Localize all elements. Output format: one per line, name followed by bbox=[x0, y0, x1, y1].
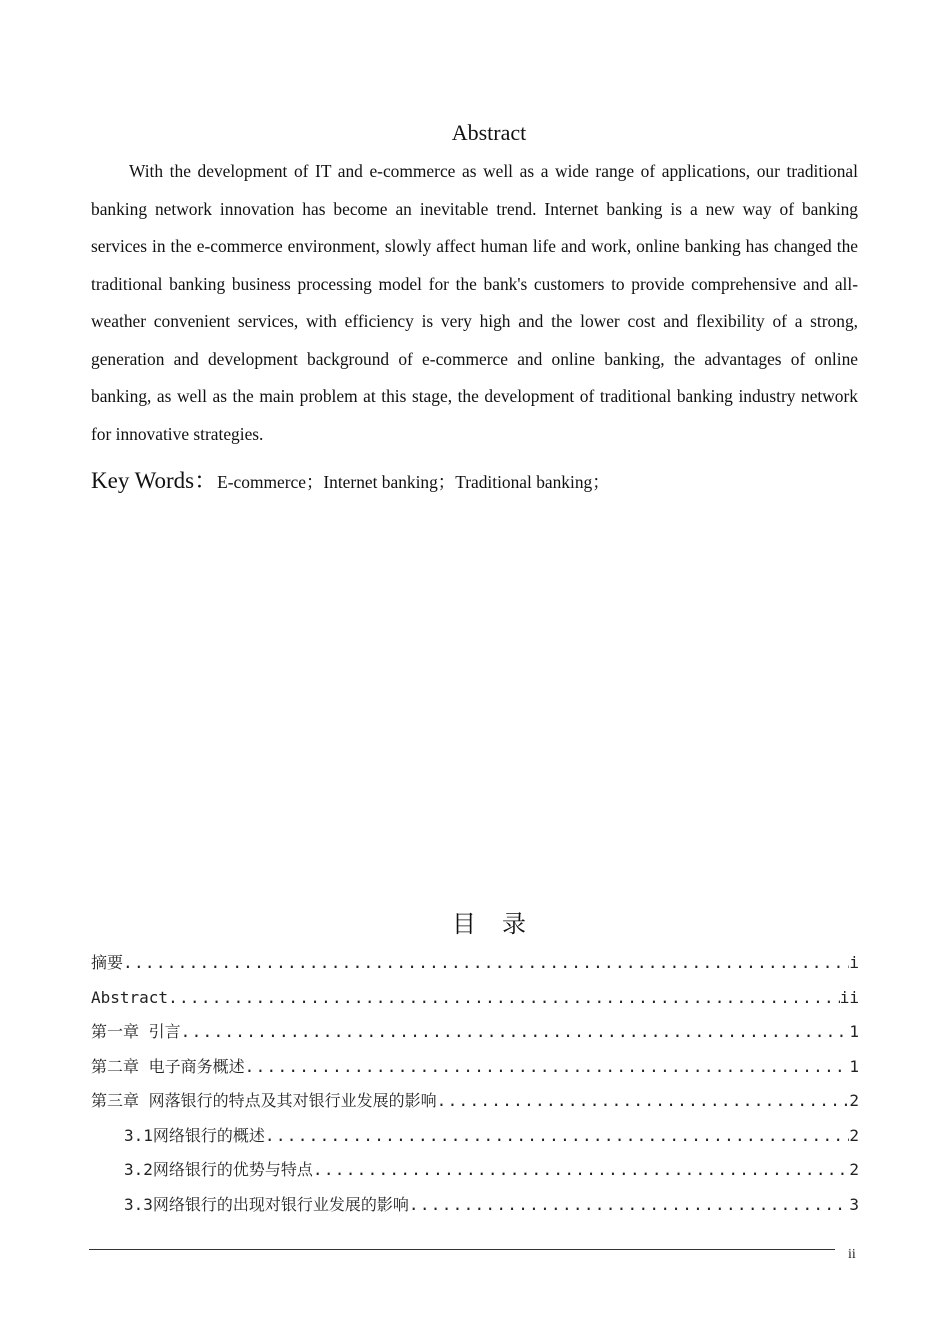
toc-entry-page: 2 bbox=[849, 1125, 859, 1145]
keywords-list: E-commerce；Internet banking；Traditional banking； bbox=[217, 472, 610, 492]
toc-leader-dots bbox=[409, 1190, 849, 1220]
toc-entry-page: 1 bbox=[849, 1056, 859, 1076]
toc-entry-text: 3.1网络银行的概述 bbox=[124, 1125, 265, 1145]
toc-entry-page: 2 bbox=[849, 1091, 859, 1110]
toc-leader-dots bbox=[245, 1052, 850, 1082]
abstract-title: Abstract bbox=[451, 120, 527, 145]
toc-entry-page: 1 bbox=[849, 1022, 859, 1041]
toc-leader-dots bbox=[168, 983, 840, 1013]
toc-leader-dots bbox=[265, 1121, 849, 1151]
toc-entry-text: Abstract bbox=[91, 987, 169, 1007]
toc-entry-section-3-3[interactable] bbox=[91, 1190, 859, 1225]
keywords-line bbox=[91, 466, 610, 497]
footer-divider bbox=[89, 1249, 835, 1250]
toc-entry-text: 3.3网络银行的出现对银行业发展的影响 bbox=[124, 1194, 409, 1214]
toc-entry-chapter-2[interactable] bbox=[91, 1052, 859, 1087]
keywords-label: Key Words： bbox=[91, 468, 218, 493]
table-of-contents bbox=[91, 948, 859, 1224]
abstract-body: With the development of IT and e-commerce as well as a wide range of applications, our traditional banking network innovation has become an inevitable trend. Internet banking is a new way of banking services in the e-commerce environment, slowly affect human life and work, online banking has changed the traditional banking business processing model for the bank's customers to provide comprehensive and all-weather convenient services, with efficiency is very high and the lower cost and flexibility of a strong, generation and development background of e-commerce and online banking, the advantages of online banking, as well as the main problem at this stage, the development of traditional banking industry network for innovative strategies. bbox=[91, 161, 858, 444]
toc-entry-text: 第三章 网落银行的特点及其对银行业发展的影响 bbox=[91, 1091, 437, 1110]
toc-entry-text: 第一章 引言 bbox=[91, 1022, 181, 1041]
toc-leader-dots bbox=[181, 1017, 850, 1047]
toc-entry-section-3-1[interactable] bbox=[91, 1121, 859, 1156]
toc-entry-text: 3.2网络银行的优势与特点 bbox=[124, 1160, 313, 1179]
toc-entry-chapter-3[interactable] bbox=[91, 1086, 859, 1121]
toc-leader-dots bbox=[437, 1086, 850, 1116]
toc-entry-page: 2 bbox=[849, 1160, 859, 1179]
toc-entry-page: ii bbox=[839, 987, 859, 1007]
toc-entry-abstract-en[interactable] bbox=[91, 983, 859, 1018]
toc-entry-chapter-1[interactable] bbox=[91, 1017, 859, 1052]
toc-entry-text: 摘要 bbox=[91, 953, 124, 972]
page-number: ii bbox=[848, 1247, 856, 1262]
toc-entry-abstract-cn[interactable] bbox=[91, 948, 859, 983]
toc-entry-section-3-2[interactable] bbox=[91, 1155, 859, 1190]
toc-leader-dots bbox=[123, 948, 849, 978]
toc-entry-page: 3 bbox=[849, 1194, 859, 1214]
toc-entry-page: i bbox=[849, 953, 859, 972]
toc-title: 目录 bbox=[452, 910, 552, 938]
toc-leader-dots bbox=[313, 1155, 849, 1185]
toc-entry-text: 第二章 电子商务概述 bbox=[91, 1056, 245, 1076]
